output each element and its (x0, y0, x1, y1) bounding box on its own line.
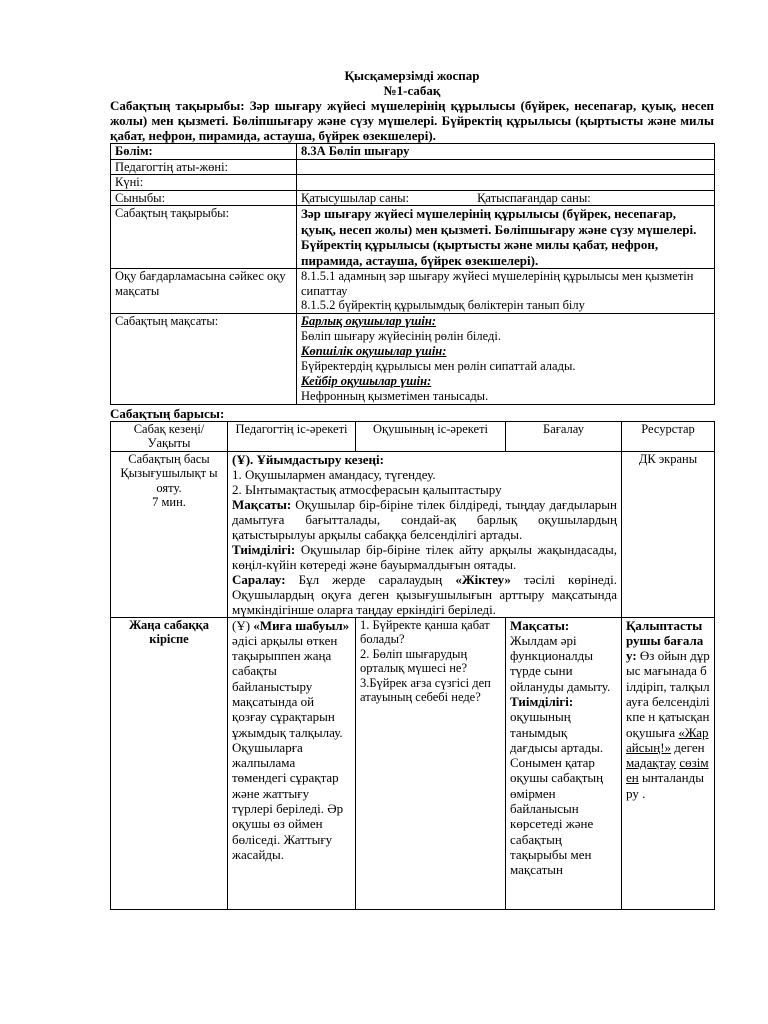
row2-aim-text: Жылдам әрі функционалды түрде сыни ойлануды дамыту. (510, 632, 611, 694)
attendance-cell (297, 190, 715, 206)
present-label: Қатысушылар саны: (301, 190, 410, 205)
row2-q2: 2. Бөліп шығарудың орталық мүшесі не? (360, 646, 468, 675)
col-assess: Бағалау (506, 421, 622, 451)
row1-aim (232, 497, 617, 542)
row2-teacher-method: «Миға шабуыл» (253, 617, 350, 633)
row2-res-text-3: ынталандыру . (626, 770, 704, 801)
goal-most-label: Көпшілік оқушылар үшін: (301, 343, 447, 358)
row2-student (356, 617, 506, 909)
col-teacher: Педагогтің іс-әрекеті (228, 421, 356, 451)
row1-diff-text-1: Бұл жерде саралаудың (298, 571, 443, 587)
row1-stage-text: Сабақтың басы Қызығушылықт ы ояту. (120, 451, 218, 495)
topic-row-label: Сабақтың тақырыбы: (111, 206, 297, 269)
row2-res-text-2: деген (674, 739, 705, 755)
row2-teacher (228, 617, 356, 909)
row1-diff-label: Саралау: (232, 571, 286, 587)
objectives-label: Оқу бағдарламасына сәйкес оқу мақсаты (111, 269, 297, 314)
goal-all-text: Бөліп шығару жүйесінің рөлін біледі. (301, 328, 501, 343)
section-label: Бөлім: (111, 144, 297, 160)
row1-diff-term: «Жіктеу» (455, 571, 511, 587)
progress-table (110, 421, 715, 910)
goal-some-text: Нефронның қызметімен танысады. (301, 388, 489, 403)
col-student: Оқушының іс-әрекеті (356, 421, 506, 451)
row1-resource: ДК экраны (622, 451, 715, 617)
goals-value (297, 313, 715, 404)
row1-stage (111, 451, 228, 617)
topic-row-value: Зәр шығару жүйесі мүшелерінің құрылысы (бүйрек, несепағар, қуық, несеп жолы) мен қызметі. Бөліпшығару және сүзу мүшелері. Бүйректің құрылысы (қыртысты және милы қабат, нефрон, пирамида, астауша, бүйрек өзекшелері). (297, 206, 715, 269)
progress-heading: Сабақтың барысы: (110, 405, 225, 421)
section-value: 8.3А Бөліп шығару (297, 144, 715, 160)
col-resources: Ресурстар (622, 421, 715, 451)
row2-teacher-text: әдісі арқылы өткен тақырыппен жаңа сабақты байланыстыру мақсатында ой қозғау сұрақтарын ұжымдық талқылау. Оқушыларға жалпылама төмендегі сұрақтар және жаттығу түрлері беріледі. Әр оқушы өз оймен бөліседі. Жаттығу жасайды. (232, 632, 344, 862)
teacher-label: Педагогтің аты-жөні: (111, 159, 297, 175)
objective-1: 8.1.5.1 адамның зәр шығару жүйесі мүшелерінің құрылысы мен қызметін сипаттау (301, 269, 694, 298)
row2-res-text-1: Өз ойын дұрыс мағынада білдіріп, талқылауға белсенділікпе н қатысқан оқушыға (626, 648, 710, 740)
row2-eff-label: Тиімділігі: (510, 693, 574, 709)
row1-content (228, 451, 622, 617)
row1-aim-text: Оқушылар бір-біріне тілек білдіреді, тыңдау дағдыларын дамытуға бағытталады, сондай-ақ барлық оқушылардың қатыстырылуы арқылы сабаққа белсенділігі артады. (232, 496, 617, 542)
row2-q1: 1. Бүйректе қанша қабат болады? (360, 617, 490, 646)
date-label: Күні: (111, 175, 297, 191)
row1-item-2: 2. Ынтымақтастық атмосферасын қалыптастыру (232, 481, 502, 497)
objectives-value (297, 269, 715, 314)
row2-aim-label: Мақсаты: (510, 617, 570, 633)
doc-title: Қысқамерзімді жоспар (344, 68, 480, 83)
date-value (297, 175, 715, 191)
info-table (110, 143, 715, 405)
row2-teacher-prefix: (Ұ) (232, 617, 251, 633)
row1-heading: (Ұ). Ұйымдастыру кезеңі: (232, 451, 384, 467)
row2-res-label: Қалыптасты рушы бағалау: (626, 617, 704, 664)
objective-2: 8.1.5.2 бүйректің құрылымдық бөліктерін танып білу (301, 298, 585, 312)
row2-eff-text: оқушының танымдық дағдысы артады. Сонымен қатар оқушы сабақтың өмірмен байланысын көрсетеді және сабақтың тақырыбы мен мақсатын (510, 709, 604, 878)
row1-eff (232, 542, 617, 572)
row2-res-praise-word-1: мадақтау (626, 755, 677, 771)
row1-eff-text: Оқушылар бір-біріне тілек айту арқылы жақындасады, көңіл-күйін көтереді және бауырмалдығын оятады. (232, 541, 617, 572)
class-label: Сыныбы: (111, 190, 297, 206)
goal-all-label: Барлық оқушылар үшін: (301, 313, 437, 328)
topic-text: Зәр шығару жүйесі мүшелерінің құрылысы (бүйрек, несепағар, қуық, несеп жолы) мен қызметі. Бөліпшығару және сүзу мүшелері. Бүйректің құрылысы (қыртысты және милы қабат, нефрон, пирамида, астауша, бүйрек өзекшелері). (110, 98, 715, 143)
topic-label: Сабақтың тақырыбы: (110, 98, 245, 113)
row1-time: 7 мин. (152, 495, 186, 509)
col-stage: Сабақ кезеңі/Уақыты (111, 421, 228, 451)
absent-label: Қатыспағандар саны: (477, 190, 591, 205)
row1-item-1: 1. Оқушылармен амандасу, түгендеу. (232, 466, 436, 482)
lesson-number: №1-сабақ (383, 83, 441, 98)
row2-q3: 3.Бүйрек ағза сүзгісі деп атауының себебі неде? (360, 675, 491, 704)
goals-label: Сабақтың мақсаты: (111, 313, 297, 404)
row1-diff (232, 572, 617, 617)
row1-diff-text-2: тәсілі көрінеді. Оқушылардың оқуға деген қызығушылығын арттыру мақсатында мүмкіндігінше оларға таңдау еркіндігі беріледі. (232, 571, 618, 617)
row2-res-praise-word-2: сөзімен (626, 755, 709, 786)
row2-stage: Жаңа сабаққа кіріспе (111, 617, 228, 909)
row1-aim-label: Мақсаты: (232, 496, 292, 512)
row2-resources (622, 617, 715, 909)
teacher-value (297, 159, 715, 175)
lesson-topic (110, 98, 714, 143)
goal-some-label: Кейбір оқушылар үшін: (301, 373, 432, 388)
row1-eff-label: Тиімділігі: (232, 541, 296, 557)
lesson-plan-page (110, 68, 714, 910)
row2-assess (506, 617, 622, 909)
row2-res-praise: «Жарайсың!» (626, 724, 709, 755)
goal-most-text: Бүйректердің құрылысы мен рөлін сипаттай алады. (301, 358, 576, 373)
